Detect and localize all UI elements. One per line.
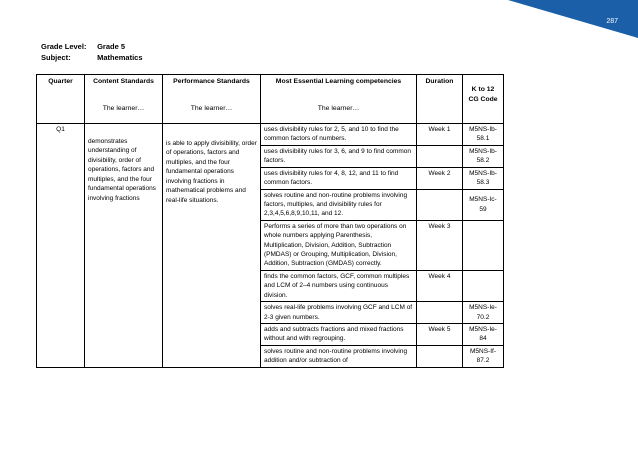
code-cell: M5NS-Ic-59 [463,189,504,220]
header-content-standards: Content Standards The learner… [85,75,163,124]
duration-cell: Week 1 [417,124,463,146]
code-cell: M5NS-If-87.2 [463,345,504,367]
competency-cell: solves routine and non-routine problems involving factors, multiples, and divisibility rules for 2,3,4,5,6,8,9,10,11, and 12. [261,189,417,220]
code-cell [463,270,504,301]
duration-cell [417,302,463,324]
competency-cell: uses divisibility rules for 4, 8, 12, and 11 to find common factors. [261,167,417,189]
competency-cell: solves routine and non-routine problems involving addition and/or subtraction of [261,345,417,367]
duration-cell: Week 2 [417,167,463,189]
competency-cell: uses divisibility rules for 3, 6, and 9 to find common factors. [261,145,417,167]
duration-cell: Week 5 [417,324,463,346]
code-cell: M5NS-Ie-84 [463,324,504,346]
header-code: K to 12 CG Code [463,75,504,124]
header-content-sub: The learner… [102,105,145,113]
page-corner-banner [508,0,638,38]
duration-cell: Week 3 [417,220,463,270]
competency-cell: uses divisibility rules for 2, 5, and 10 to find the common factors of numbers. [261,124,417,146]
duration-cell [417,345,463,367]
performance-standard-cell: is able to apply divisibility, order of operations, factors and multiples, and the four fundamental operations involving fractions in mathematical problems and real-life situations. [163,124,261,368]
grade-level-line [41,42,125,51]
code-cell [463,220,504,270]
page-number: 287 [606,18,618,25]
header-melc: Most Essential Learning competencies The learner… [261,75,417,124]
competency-cell: finds the common factors, GCF, common multiples and LCM of 2–4 numbers using continuous division. [261,270,417,301]
header-melc-sub: The learner… [317,105,360,113]
header-quarter: Quarter [37,75,85,124]
competency-cell: Performs a series of more than two operations on whole numbers applying Parenthesis, Multiplication, Division, Addition, Subtraction (PMDAS) or Grouping, Multiplication, Division, Addition, Subtraction (GMDAS) correctly. [261,220,417,270]
content-standard-cell: demonstrates understanding of divisibility, order of operations, factors and multiples, and the four fundamental operations involving fractions [85,124,163,368]
header-performance-standards: Performance Standards The learner… [163,75,261,124]
header-performance-sub: The learner… [190,105,233,113]
duration-cell: Week 4 [417,270,463,301]
competency-cell: adds and subtracts fractions and mixed fractions without and with regrouping. [261,324,417,346]
code-cell: M5NS-Ib-58.2 [463,145,504,167]
competency-cell: solves real-life problems involving GCF and LCM of 2-3 given numbers. [261,302,417,324]
header-row [37,75,504,124]
subject-line [41,53,143,62]
subject-label: Subject: [41,53,71,62]
grade-level-value: Grade 5 [97,42,126,51]
code-cell: M5NS-Ie-70.2 [463,302,504,324]
duration-cell [417,145,463,167]
duration-cell [417,189,463,220]
grade-level-label: Grade Level: [41,42,87,51]
code-cell: M5NS-Ib-58.3 [463,167,504,189]
quarter-cell: Q1 [37,124,85,368]
table-row [37,124,504,146]
header-duration: Duration [417,75,463,124]
curriculum-table [36,74,504,368]
subject-value: Mathematics [97,53,143,62]
code-cell: M5NS-Ib-58.1 [463,124,504,146]
